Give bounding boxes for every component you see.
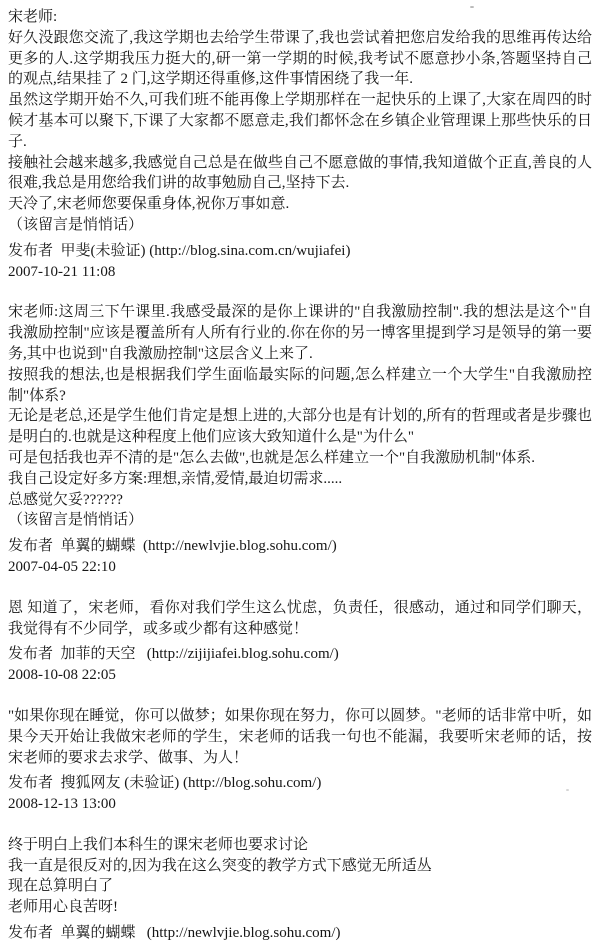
comment-paragraph: 总感觉欠妥??????	[8, 491, 123, 508]
comments-list	[8, 7, 592, 944]
comment-paragraph: 好久没跟您交流了,我这学期也去给学生带课了,我也尝试着把您启发给我的思维再传达给更多的人.这学期我压力挺大的,研一第一学期的时候,我考试不愿意抄小条,答题坚持自己的观点,结果挂了 2 门,这学期还得重修,这件事情困绕了我一年.	[8, 29, 592, 88]
poster-line: 发布者 搜狐网友 (未验证) (http://blog.sohu.com/)	[8, 775, 322, 792]
poster-line: 发布者 单翼的蝴蝶 (http://newlvjie.blog.sohu.com/)	[8, 925, 341, 942]
comment-paragraph: 天冷了,宋老师您要保重身体,祝你万事如意.	[8, 196, 290, 213]
comment	[8, 302, 592, 577]
comment-paragraph: 无论是老总,还是学生他们肯定是想上进的,大部分也是有计划的,所有的哲理或者是步骤也是明白的.也就是这种程度上他们应该大致知道什么是"为什么"	[8, 408, 592, 446]
comment-paragraph: 终于明白上我们本科生的课宋老师也要求讨论	[8, 836, 309, 853]
post-date: 2007-04-05 22:10	[8, 558, 116, 575]
comment-paragraph: 按照我的想法,也是根据我们学生面临最实际的问题,怎么样建立一个大学生"自我激励控制"体系?	[8, 366, 592, 404]
post-date: 2008-12-13 13:00	[8, 796, 116, 813]
comment	[8, 835, 592, 944]
scan-speck	[566, 789, 569, 791]
poster-line: 发布者 甲斐(未验证) (http://blog.sina.com.cn/wujiafei)	[8, 242, 351, 259]
comment-paragraph: 我自己设定好多方案:理想,亲情,爱情,最迫切需求.....	[8, 470, 343, 487]
poster-line: 发布者 单翼的蝴蝶 (http://newlvjie.blog.sohu.com/)	[8, 538, 337, 555]
comment-paragraph: 我一直是很反对的,因为我在这么突变的教学方式下感觉无所适丛	[8, 857, 432, 874]
poster-line: 发布者 加菲的天空 (http://zijijiafei.blog.sohu.com/)	[8, 646, 339, 663]
comment	[8, 7, 592, 282]
comment-paragraph: 老师用心良苦呀!	[8, 899, 118, 916]
comment-paragraph: 恩 知道了，宋老师，看你对我们学生这么忧虑，负责任，很感动，通过和同学们聊天，我觉得有不少同学，或多或少都有这种感觉！	[8, 599, 592, 637]
comment-paragraph: 虽然这学期开始不久,可我们班不能再像上学期那样在一起快乐的上课了,大家在周四的时候才基本可以聚下,下课了大家都不愿意走,我们都怀念在乡镇企业管理课上那些快乐的日子.	[8, 92, 592, 150]
comment-paragraph: 宋老师:	[8, 9, 58, 25]
comment-paragraph: 宋老师:这周三下午课里.我感受最深的是你上课讲的"自我激励控制".我的想法是这个"自我激励控制"应该是覆盖所有人所有行业的.你在你的另一博客里提到学习是领导的第一要务,其中也说到"自我激励控制"这层含义上来了.	[8, 304, 592, 362]
comment-paragraph: "如果你现在睡觉，你可以做梦；如果你现在努力，你可以圆梦。"老师的话非常中听，如果今天开始让我做宋老师的学生，宋老师的话我一句也不能漏，我要听宋老师的话，按宋老师的要求去求学、做事、为人！	[8, 707, 592, 766]
scan-speck	[470, 6, 474, 8]
post-date: 2008-10-08 22:05	[8, 667, 116, 684]
comment	[8, 598, 592, 686]
post-date: 2007-10-21 11:08	[8, 263, 116, 280]
comment-paragraph: 现在总算明白了	[8, 878, 114, 895]
comment	[8, 706, 592, 815]
comment-paragraph: （该留言是悄悄话）	[8, 216, 144, 233]
comment-paragraph: 接触社会越来越多,我感觉自己总是在做些自己不愿意做的事情,我知道做个正直,善良的人很难,我总是用您给我们讲的故事勉励自己,坚持下去.	[8, 154, 592, 192]
comment-paragraph: （该留言是悄悄话）	[8, 512, 144, 529]
comment-paragraph: 可是包括我也弄不清的是"怎么去做",也就是怎么样建立一个"自我激励机制"体系.	[8, 449, 535, 466]
